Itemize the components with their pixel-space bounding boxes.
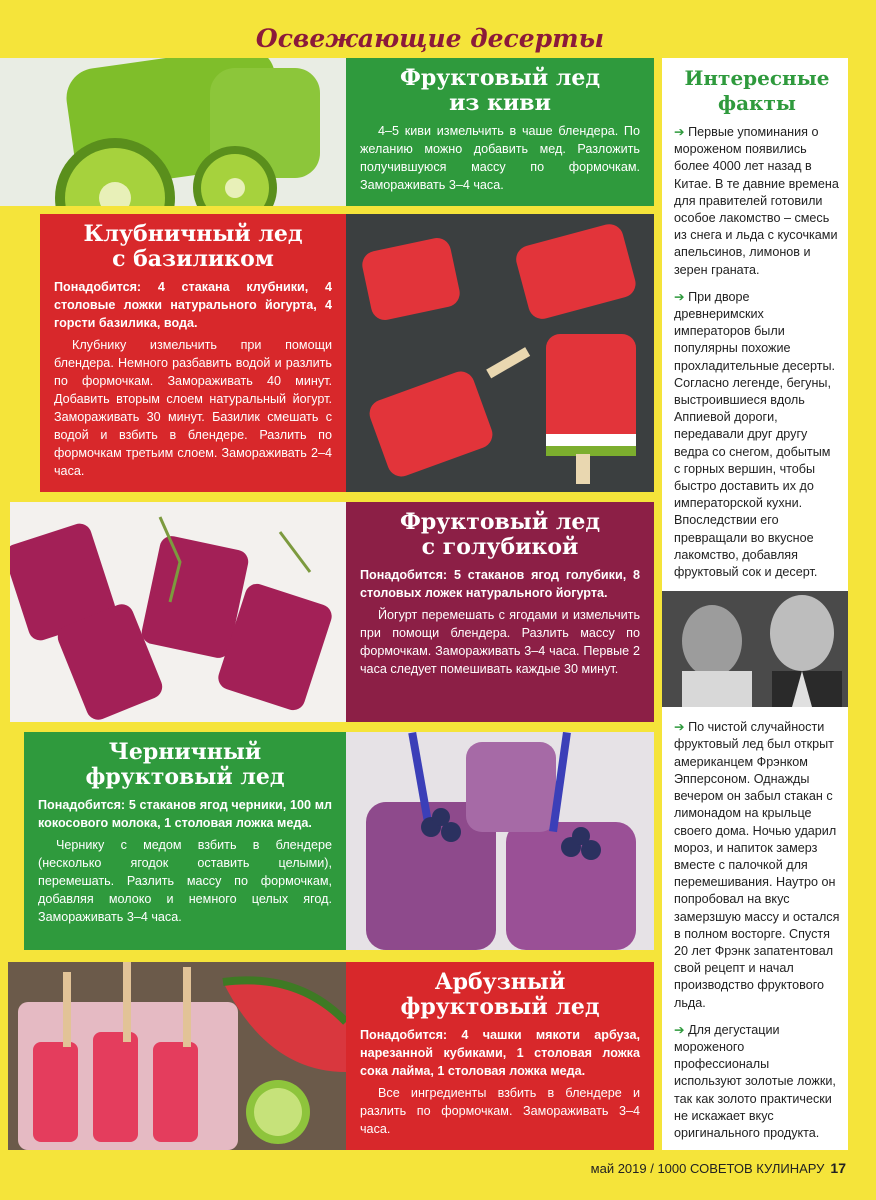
recipe-method: 4–5 киви измельчить в чаше блендера. По желанию можно добавить мед. Разложить получившуюся массу по формочкам. Замораживать 3–4 часа. (360, 124, 640, 192)
page-footer (500, 1156, 846, 1180)
fact-item: ➔ Для дегустации мороженого профессионалы используют золотые ложки, так как золото практически не искажает вкус оригинального продукта. (674, 1022, 836, 1140)
blueberry-popsicle-photo (10, 502, 346, 722)
fact-item: ➔ По чистой случайности фруктовый лед был открыт американцем Фрэнком Эпперсоном. Однажды вечером он забыл стакан с лимонадом на крыльце своего дома. Ночью ударил мороз, и напиток замерз вместе с палочкой для перемешивания. Наутро он попробовал на вкус замерзшую массу и остался в полном восторге. Спустя 20 лет Фрэнк запатентовал свой рецепт и начал производство фруктового льда. (674, 720, 840, 1010)
page-number: 17 (830, 1160, 846, 1176)
recipe-method: Клубнику измельчить при помощи блендера. Немного разбавить водой и разлить по формочкам. Замораживать 40 минут. Добавить вторым слоем натуральный йогурт. Замораживать 30 минут. Базилик смешать с водой и взбить в блендере. Разлить по формочкам третьим слоем. Замораживать 2–4 часа. (54, 338, 332, 478)
recipe-title: Арбузный фруктовый лед (400, 969, 600, 1020)
recipe-kiwi (346, 58, 654, 206)
issue-label: май 2019 / 1000 СОВЕТОВ КУЛИНАРУ (590, 1161, 825, 1176)
watermelon-popsicle-photo (8, 962, 346, 1150)
facts-sidebar (662, 58, 848, 1150)
arrow-right-icon: ➔ (674, 289, 685, 304)
strawberry-popsicle-photo (346, 214, 654, 492)
recipe-ingredients: Понадобится: 4 стакана клубники, 4 столовые ложки натурального йогурта, 4 горсти базилика, вода. (54, 280, 332, 330)
recipe-title: Клубничный лед с базиликом (83, 221, 303, 272)
arrow-right-icon: ➔ (674, 125, 685, 139)
recipe-strawberry-basil (40, 214, 346, 492)
recipe-method: Чернику с медом взбить в блендере (несколько ягодок оставить целыми), перемешать. Разлить массу по формочкам, добавляя молоко и немного целых ягод. Замораживать 3–4 часа. (38, 838, 332, 924)
recipe-blueberry (346, 502, 654, 722)
page-title: Освежающие десерты (255, 24, 605, 53)
recipe-method: Йогурт перемешать с ягодами и измельчить при помощи блендера. Разлить массу по формочкам. Замораживать 3–4 часа. Первые 2 часа следует помешивать каждые 30 минут. (360, 608, 640, 676)
kiwi-popsicle-photo (0, 58, 346, 206)
recipe-watermelon (346, 962, 654, 1150)
bilberry-popsicle-photo (346, 732, 654, 950)
recipe-ingredients: Понадобится: 4 чашки мякоти арбуза, нарезанной кубиками, 1 столовая ложка сока лайма, 1 столовая ложка меда. (360, 1028, 640, 1078)
recipe-title: Черничный фруктовый лед (85, 739, 285, 790)
recipe-ingredients: Понадобится: 5 стаканов ягод голубики, 8 столовых ложек натурального йогурта. (360, 568, 641, 600)
fact-item: ➔ При дворе древнеримских императоров были популярны похожие прохладительные десерты. Согласно легенде, бегуны, выстроившиеся вдоль Аппиевой дороги, передавали друг другу ведра со снегом, добытым с горных вершин, чтобы быстро доставить их до императорской кухни. Впоследствии его превращали во вкусное лакомство, добавляя фруктовый сок и десерт. (674, 289, 836, 580)
recipe-method: Все ингредиенты взбить в блендере и разлить по формочкам. Замораживать 3–4 часа. (360, 1086, 640, 1136)
arrow-right-icon: ➔ (674, 720, 685, 735)
recipe-ingredients: Понадобится: 5 стаканов ягод черники, 100 мл кокосового молока, 1 столовая ложка меда. (38, 798, 333, 830)
facts-title: Интересные факты (684, 66, 830, 115)
fact-item: ➔ Первые упоминания о мороженом появились более 4000 лет назад в Китае. В те давние времена для правителей готовили особое лакомство – смесь из снега и льда с кусочками апельсинов, лимонов и зерен граната. (674, 125, 839, 277)
recipe-title: Фруктовый лед с голубикой (399, 509, 601, 560)
vintage-photo (662, 591, 848, 707)
arrow-right-icon: ➔ (674, 1022, 685, 1037)
recipe-title: Фруктовый лед из киви (399, 65, 601, 116)
recipe-bilberry (24, 732, 346, 950)
